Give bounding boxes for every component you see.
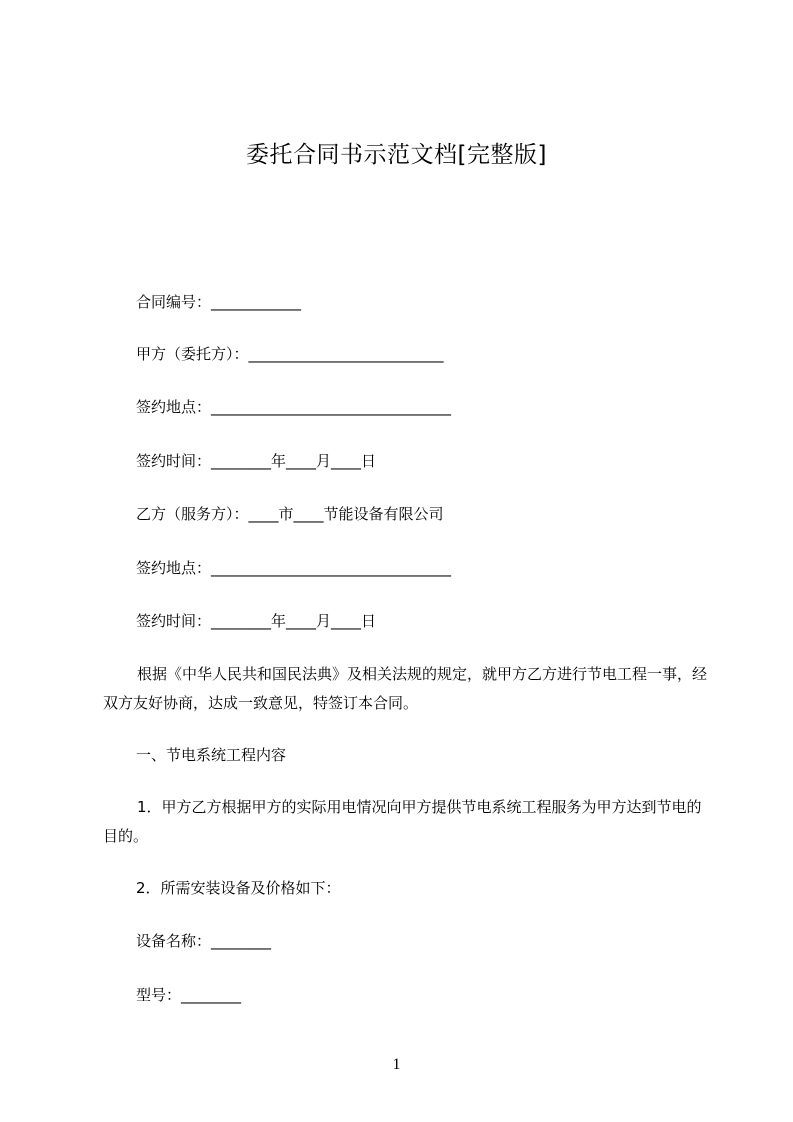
party-b-signing-date-field: 签约时间：________年____月____日 [136, 612, 377, 630]
party-b-signing-place-field: 签约地点：________________________________ [136, 559, 452, 577]
clause-2-paragraph: 2．所需安装设备及价格如下： [136, 879, 341, 897]
party-b-field: 乙方（服务方）：____市____节能设备有限公司 [136, 505, 444, 523]
preamble-paragraph: 根据《中华人民共和国民法典》及相关法规的规定，就甲方乙方进行节电工程一事，经双方友好协商，达成一致意见，特签订本合同。 [103, 665, 708, 712]
party-a-signing-date-field: 签约时间：________年____月____日 [136, 452, 377, 470]
equipment-name-field: 设备名称：________ [136, 932, 272, 950]
clause-1-paragraph: 1．甲方乙方根据甲方的实际用电情况向甲方提供节电系统工程服务为甲方达到节电的目的。 [103, 798, 702, 845]
party-a-signing-place-field: 签约地点：________________________________ [136, 398, 452, 416]
page-number: 1 [392, 1056, 401, 1073]
model-field: 型号：________ [136, 986, 242, 1004]
document-title: 委托合同书示范文档[完整版] [246, 142, 547, 168]
section-1-heading: 一、节电系统工程内容 [136, 746, 287, 764]
party-a-field: 甲方（委托方）：__________________________ [136, 345, 444, 363]
contract-number-field: 合同编号：____________ [136, 293, 302, 311]
